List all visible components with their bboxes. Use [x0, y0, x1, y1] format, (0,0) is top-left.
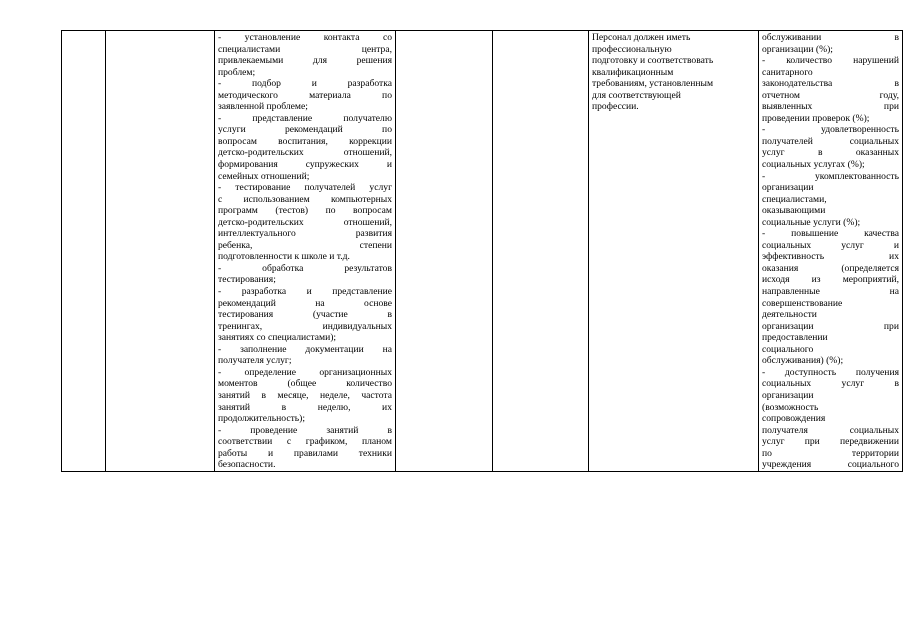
text-line: занятий в неделю, их — [218, 401, 392, 413]
text-line: совершенствование — [762, 297, 843, 309]
text-line: тренингах, индивидуальных — [218, 320, 392, 332]
text-line: организации — [762, 182, 814, 194]
table-cell-tariff — [493, 31, 589, 472]
text-line: для соответствующей — [592, 89, 681, 101]
text-line: с использованием компьютерных — [218, 193, 392, 205]
text-line: - количество нарушений — [762, 55, 899, 67]
text-line: сопровождения — [762, 413, 826, 425]
text-line: - представление получателю — [218, 112, 392, 124]
text-line: занятий в месяце, неделе, частота — [218, 389, 392, 401]
text-line: детско-родительских отношений, — [218, 147, 392, 159]
text-line: эффективность их — [762, 251, 899, 263]
text-line: специалистами, — [762, 193, 827, 205]
table-cell-number — [62, 31, 106, 472]
standards-table — [61, 30, 903, 472]
text-line: подготовку и соответствовать — [592, 55, 714, 67]
text-line: - установление контакта со — [218, 32, 392, 43]
text-line: услуг в оказанных — [762, 147, 899, 159]
text-line: - разработка и представление — [218, 286, 392, 298]
text-line: привлекаемыми для решения — [218, 55, 392, 67]
text-line: - удовлетворенность — [762, 124, 899, 136]
text-line: подготовленности к школе и т.д. — [218, 251, 350, 263]
text-line: законодательства в — [762, 78, 899, 90]
text-line: - подбор и разработка — [218, 78, 392, 90]
text-line: организации при — [762, 320, 899, 332]
text-line: - тестирование получателей услуг — [218, 182, 392, 194]
text-line: (возможность — [762, 401, 819, 413]
text-line: - определение организационных — [218, 366, 392, 378]
text-line: соответствии с графиком, планом — [218, 436, 392, 448]
text-line: - укомплектованность — [762, 170, 899, 182]
text-line: специалистами центра, — [218, 43, 392, 55]
text-line: квалификационным — [592, 66, 674, 78]
text-line: занятиях со специалистами); — [218, 332, 337, 344]
text-line: профессии. — [592, 101, 639, 113]
text-line: оказания (определяется — [762, 262, 899, 274]
text-line: вопросам воспитания, коррекции — [218, 135, 392, 147]
table-row — [62, 31, 903, 472]
text-line: - обработка результатов — [218, 262, 392, 274]
conditions-text — [592, 32, 755, 113]
text-line: - заполнение документации на — [218, 343, 392, 355]
table-cell-indicators — [759, 31, 903, 472]
text-line: заявленной проблеме; — [218, 101, 308, 113]
table-cell-term — [396, 31, 493, 472]
text-line: - повышение качества — [762, 228, 899, 240]
text-line: детско-родительских отношений, — [218, 216, 392, 228]
text-line: социальных услуг и — [762, 239, 899, 251]
text-line: обслуживании в — [762, 32, 899, 43]
text-line: профессиональную — [592, 43, 672, 55]
text-line: ребенка, степени — [218, 239, 392, 251]
text-line: продолжительность); — [218, 413, 306, 425]
text-line: организации (%); — [762, 43, 833, 55]
text-line: проведении проверок (%); — [762, 112, 870, 124]
text-line: социальных услугах (%); — [762, 159, 865, 171]
text-line: услуги рекомендаций по — [218, 124, 392, 136]
text-line: семейных отношений; — [218, 170, 310, 182]
text-line: Персонал должен иметь — [592, 32, 691, 43]
text-line: получателя услуг; — [218, 355, 292, 367]
text-line: проблем; — [218, 66, 256, 78]
text-line: моментов (общее количество — [218, 378, 392, 390]
text-line: безопасности. — [218, 459, 276, 471]
text-line: отчетном году, — [762, 89, 899, 101]
indicators-text — [762, 32, 899, 471]
text-line: методического материала по — [218, 89, 392, 101]
text-line: программ (тестов) по вопросам — [218, 205, 392, 217]
table-cell-service-content — [215, 31, 396, 472]
text-line: направленные на — [762, 286, 899, 298]
text-line: социальных услуг в — [762, 378, 899, 390]
table-cell-conditions — [589, 31, 759, 472]
text-line: социального — [762, 343, 814, 355]
text-line: обслуживания) (%); — [762, 355, 844, 367]
text-line: требованиям, установленным — [592, 78, 714, 90]
text-line: формирования супружеских и — [218, 159, 392, 171]
text-line: деятельности — [762, 309, 817, 321]
text-line: учреждения социального — [762, 459, 899, 471]
text-line: интеллектуального развития — [218, 228, 392, 240]
text-line: - проведение занятий в — [218, 424, 392, 436]
text-line: организации — [762, 389, 814, 401]
text-line: получателя социальных — [762, 424, 899, 436]
service-content-text — [218, 32, 392, 471]
text-line: работы и правилами техники — [218, 447, 392, 459]
text-line: тестирования; — [218, 274, 276, 286]
text-line: предоставлении — [762, 332, 828, 344]
text-line: услуг при передвижении — [762, 436, 899, 448]
text-line: - доступность получения — [762, 366, 899, 378]
text-line: по территории — [762, 447, 899, 459]
text-line: оказывающими — [762, 205, 826, 217]
text-line: рекомендаций на основе — [218, 297, 392, 309]
text-line: тестирования (участие в — [218, 309, 392, 321]
text-line: получателей социальных — [762, 135, 899, 147]
text-line: выявленных при — [762, 101, 899, 113]
text-line: исходя из мероприятий, — [762, 274, 899, 286]
table-cell-service-name — [106, 31, 215, 472]
text-line: санитарного — [762, 66, 813, 78]
text-line: социальные услуги (%); — [762, 216, 861, 228]
